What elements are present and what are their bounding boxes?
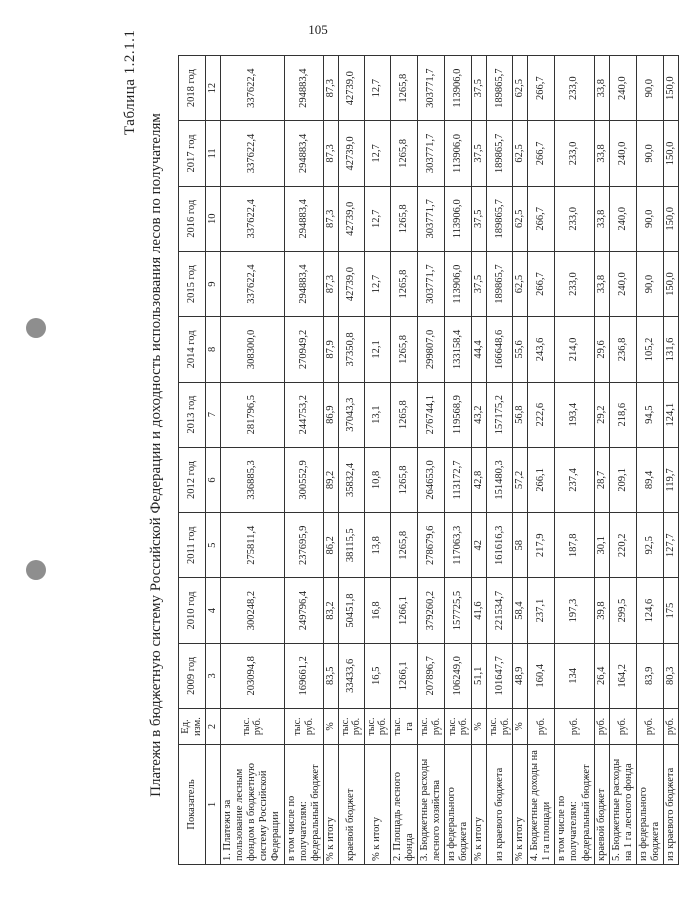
table-row	[513, 56, 528, 865]
table-cell: 117063,3	[445, 513, 472, 578]
table-cell: 299807,0	[417, 317, 444, 382]
table-cell: 131,6	[663, 317, 678, 382]
column-header: 2009 год	[179, 643, 206, 708]
table-row	[390, 56, 417, 865]
column-header: 2018 год	[179, 56, 206, 121]
table-cell: 214,0	[555, 317, 594, 382]
table-cell: 50451,8	[338, 578, 364, 643]
row-indicator: 2. Площадь лесного фонда	[390, 745, 417, 865]
table-cell: 44,4	[472, 317, 487, 382]
table-cell: 90,0	[636, 121, 663, 186]
table-cell: 151480,3	[487, 447, 513, 512]
table-cell: 266,7	[528, 251, 555, 316]
table-cell: 62,5	[513, 186, 528, 251]
table-cell: 29,2	[594, 382, 609, 447]
table-cell: 207896,7	[417, 643, 444, 708]
table-cell: 87,3	[323, 121, 338, 186]
row-indicator: 3. Бюджетные расходы лесного хозяйства	[417, 745, 444, 865]
table-label: Таблица 1.2.1.1	[122, 29, 138, 135]
table-cell: 157175,2	[487, 382, 513, 447]
table-cell: 1266,1	[390, 643, 417, 708]
table-cell: 37,5	[472, 251, 487, 316]
row-unit: руб.	[663, 709, 678, 745]
table-cell: 166648,6	[487, 317, 513, 382]
table-cell: 189865,7	[487, 251, 513, 316]
table-cell: 26,4	[594, 643, 609, 708]
table-cell: 299,5	[609, 578, 636, 643]
table-row	[472, 56, 487, 865]
table-cell: 303771,7	[417, 121, 444, 186]
table-cell: 80,3	[663, 643, 678, 708]
table-cell: 150,0	[663, 56, 678, 121]
table-cell: 124,6	[636, 578, 663, 643]
table-row	[364, 56, 390, 865]
table-cell: 244753,2	[284, 382, 323, 447]
table-cell: 275811,4	[221, 513, 284, 578]
table-row	[221, 56, 284, 865]
table-cell: 113906,0	[445, 251, 472, 316]
table-cell: 89,4	[636, 447, 663, 512]
table-cell: 233,0	[555, 186, 594, 251]
table-cell: 89,2	[323, 447, 338, 512]
table-caption: Платежи в бюджетную систему Российской Федерации и доходность использования лесов по получателям	[148, 113, 164, 797]
table-cell: 240,0	[609, 186, 636, 251]
table-cell: 233,0	[555, 121, 594, 186]
table-cell: 133158,4	[445, 317, 472, 382]
table-row	[528, 56, 555, 865]
column-header: 2017 год	[179, 121, 206, 186]
table-cell: 41,6	[472, 578, 487, 643]
table-cell: 106249,0	[445, 643, 472, 708]
table-cell: 56,8	[513, 382, 528, 447]
table-cell: 237,1	[528, 578, 555, 643]
table-cell: 1265,8	[390, 251, 417, 316]
table-row	[594, 56, 609, 865]
table-cell: 37,5	[472, 121, 487, 186]
table-row	[636, 56, 663, 865]
table-cell: 33,8	[594, 251, 609, 316]
column-header: 2015 год	[179, 251, 206, 316]
row-unit: тыс. руб.	[364, 709, 390, 745]
table-cell: 303771,7	[417, 56, 444, 121]
table-cell: 379260,2	[417, 578, 444, 643]
table-cell: 270949,2	[284, 317, 323, 382]
table-cell: 294883,4	[284, 121, 323, 186]
table-cell: 12,7	[364, 186, 390, 251]
row-indicator: % к итогу	[323, 745, 338, 865]
table-cell: 33,8	[594, 186, 609, 251]
table-cell: 218,6	[609, 382, 636, 447]
table-cell: 197,3	[555, 578, 594, 643]
table-row	[609, 56, 636, 865]
row-unit: тыс. руб.	[417, 709, 444, 745]
table-cell: 336885,3	[221, 447, 284, 512]
table-cell: 150,0	[663, 251, 678, 316]
table-cell: 1265,8	[390, 513, 417, 578]
table-cell: 42739,0	[338, 251, 364, 316]
table-cell: 92,5	[636, 513, 663, 578]
column-index: 4	[206, 578, 221, 643]
table-cell: 87,3	[323, 251, 338, 316]
table-cell: 233,0	[555, 251, 594, 316]
row-indicator: из федерального бюджета	[636, 745, 663, 865]
table-cell: 113906,0	[445, 56, 472, 121]
column-header: 2012 год	[179, 447, 206, 512]
table-cell: 30,1	[594, 513, 609, 578]
table-cell: 209,1	[609, 447, 636, 512]
table-row	[555, 56, 594, 865]
row-unit: тыс. руб.	[338, 709, 364, 745]
row-indicator: % к итогу	[513, 745, 528, 865]
table-cell: 33433,6	[338, 643, 364, 708]
table-cell: 13,1	[364, 382, 390, 447]
table-cell: 217,9	[528, 513, 555, 578]
table-cell: 240,0	[609, 56, 636, 121]
table-cell: 300552,9	[284, 447, 323, 512]
row-unit: руб.	[555, 709, 594, 745]
row-unit: %	[472, 709, 487, 745]
table-cell: 42739,0	[338, 121, 364, 186]
table-cell: 12,1	[364, 317, 390, 382]
table-cell: 157725,5	[445, 578, 472, 643]
table-cell: 90,0	[636, 251, 663, 316]
column-header: Ед. изм.	[179, 709, 206, 745]
table-cell: 87,9	[323, 317, 338, 382]
table-cell: 62,5	[513, 56, 528, 121]
column-index: 2	[206, 709, 221, 745]
table-cell: 266,7	[528, 121, 555, 186]
table-cell: 266,1	[528, 447, 555, 512]
table-cell: 303771,7	[417, 186, 444, 251]
row-unit: тыс. руб.	[445, 709, 472, 745]
table-cell: 37043,3	[338, 382, 364, 447]
row-indicator: из краевого бюджета	[663, 745, 678, 865]
table-cell: 37,5	[472, 186, 487, 251]
row-indicator: из федерального бюджета	[445, 745, 472, 865]
row-unit: %	[323, 709, 338, 745]
table-cell: 12,7	[364, 56, 390, 121]
column-index: 9	[206, 251, 221, 316]
page-number: 105	[308, 22, 328, 37]
column-index: 12	[206, 56, 221, 121]
table-row	[417, 56, 444, 865]
table-cell: 10,8	[364, 447, 390, 512]
table-cell: 281796,5	[221, 382, 284, 447]
table-cell: 160,4	[528, 643, 555, 708]
table-cell: 12,7	[364, 251, 390, 316]
table-row	[663, 56, 678, 865]
column-index: 10	[206, 186, 221, 251]
row-indicator: 5. Бюджетные расходы на 1 га лесного фонда	[609, 745, 636, 865]
table-cell: 1265,8	[390, 317, 417, 382]
table-cell: 164,2	[609, 643, 636, 708]
table-cell: 33,8	[594, 121, 609, 186]
row-unit: тыс. руб.	[487, 709, 513, 745]
table-cell: 134	[555, 643, 594, 708]
table-cell: 266,7	[528, 56, 555, 121]
table-cell: 83,9	[636, 643, 663, 708]
table-cell: 16,5	[364, 643, 390, 708]
row-unit: тыс. руб.	[284, 709, 323, 745]
column-index: 1	[206, 745, 221, 865]
column-index-row	[206, 56, 221, 865]
table-cell: 150,0	[663, 121, 678, 186]
table-cell: 35832,4	[338, 447, 364, 512]
table-cell: 37350,8	[338, 317, 364, 382]
table-cell: 94,5	[636, 382, 663, 447]
column-header: 2013 год	[179, 382, 206, 447]
table-cell: 1265,8	[390, 447, 417, 512]
table-cell: 169661,2	[284, 643, 323, 708]
column-header: 2014 год	[179, 317, 206, 382]
row-unit: руб.	[594, 709, 609, 745]
column-header: 2016 год	[179, 186, 206, 251]
table-cell: 337622,4	[221, 186, 284, 251]
table-cell: 337622,4	[221, 251, 284, 316]
table-cell: 233,0	[555, 56, 594, 121]
column-header: 2010 год	[179, 578, 206, 643]
table-cell: 1265,8	[390, 382, 417, 447]
table-cell: 42	[472, 513, 487, 578]
table-cell: 189865,7	[487, 186, 513, 251]
table-cell: 58	[513, 513, 528, 578]
table-cell: 1266,1	[390, 578, 417, 643]
row-unit: тыс. га	[390, 709, 417, 745]
column-index: 8	[206, 317, 221, 382]
table-cell: 29,6	[594, 317, 609, 382]
column-index: 6	[206, 447, 221, 512]
row-unit: руб.	[528, 709, 555, 745]
table-cell: 124,1	[663, 382, 678, 447]
table-cell: 33,8	[594, 56, 609, 121]
table-cell: 83,2	[323, 578, 338, 643]
table-cell: 221534,7	[487, 578, 513, 643]
table-cell: 12,7	[364, 121, 390, 186]
table-cell: 101647,7	[487, 643, 513, 708]
table-body	[221, 56, 679, 865]
table-cell: 249796,4	[284, 578, 323, 643]
row-indicator: в том числе по получателям: федеральный бюджет	[555, 745, 594, 865]
table-cell: 42739,0	[338, 56, 364, 121]
table-cell: 294883,4	[284, 186, 323, 251]
table-cell: 51,1	[472, 643, 487, 708]
table-cell: 193,4	[555, 382, 594, 447]
table-cell: 243,6	[528, 317, 555, 382]
table-cell: 86,2	[323, 513, 338, 578]
row-indicator: 4. Бюджетные доходы на 1 га площади	[528, 745, 555, 865]
table-row	[487, 56, 513, 865]
table-cell: 37,5	[472, 56, 487, 121]
table-cell: 42739,0	[338, 186, 364, 251]
table-cell: 1265,8	[390, 121, 417, 186]
table-cell: 62,5	[513, 121, 528, 186]
table-cell: 38115,5	[338, 513, 364, 578]
table-cell: 43,2	[472, 382, 487, 447]
table-cell: 300248,2	[221, 578, 284, 643]
table-cell: 236,8	[609, 317, 636, 382]
row-indicator: из краевого бюджета	[487, 745, 513, 865]
table-cell: 57,2	[513, 447, 528, 512]
table-cell: 264653,0	[417, 447, 444, 512]
table-row	[338, 56, 364, 865]
table-cell: 189865,7	[487, 56, 513, 121]
table-row	[284, 56, 323, 865]
table-cell: 48,9	[513, 643, 528, 708]
table-cell: 127,7	[663, 513, 678, 578]
table-header-row	[179, 56, 206, 865]
table-cell: 119,7	[663, 447, 678, 512]
row-unit: руб.	[609, 709, 636, 745]
table-cell: 276744,1	[417, 382, 444, 447]
column-header: 2011 год	[179, 513, 206, 578]
row-unit: руб.	[636, 709, 663, 745]
column-index: 3	[206, 643, 221, 708]
row-indicator: % к итогу	[364, 745, 390, 865]
row-indicator: в том числе по получателям: федеральный бюджет	[284, 745, 323, 865]
table-cell: 113906,0	[445, 186, 472, 251]
table-cell: 303771,7	[417, 251, 444, 316]
table-cell: 13,8	[364, 513, 390, 578]
column-index: 7	[206, 382, 221, 447]
table-cell: 58,4	[513, 578, 528, 643]
column-index: 11	[206, 121, 221, 186]
table-cell: 55,6	[513, 317, 528, 382]
row-indicator: % к итогу	[472, 745, 487, 865]
table-cell: 90,0	[636, 186, 663, 251]
table-cell: 113172,7	[445, 447, 472, 512]
table-cell: 42,8	[472, 447, 487, 512]
table-cell: 237,4	[555, 447, 594, 512]
table-row	[445, 56, 472, 865]
table-cell: 90,0	[636, 56, 663, 121]
table-cell: 294883,4	[284, 251, 323, 316]
table-cell: 150,0	[663, 186, 678, 251]
column-header: Показатель	[179, 745, 206, 865]
table-cell: 62,5	[513, 251, 528, 316]
table-cell: 119568,9	[445, 382, 472, 447]
table-cell: 105,2	[636, 317, 663, 382]
table-cell: 278679,6	[417, 513, 444, 578]
row-indicator: краевой бюджет	[338, 745, 364, 865]
row-unit: тыс. руб.	[221, 709, 284, 745]
table-cell: 39,8	[594, 578, 609, 643]
table-cell: 1265,8	[390, 56, 417, 121]
table-cell: 266,7	[528, 186, 555, 251]
row-indicator: краевой бюджет	[594, 745, 609, 865]
table-cell: 240,0	[609, 121, 636, 186]
table-cell: 294883,4	[284, 56, 323, 121]
table-cell: 308300,0	[221, 317, 284, 382]
payments-table	[178, 55, 679, 865]
table-cell: 203094,8	[221, 643, 284, 708]
table-cell: 337622,4	[221, 121, 284, 186]
table-cell: 83,5	[323, 643, 338, 708]
table-cell: 87,3	[323, 186, 338, 251]
table-cell: 187,8	[555, 513, 594, 578]
table-cell: 113906,0	[445, 121, 472, 186]
table-cell: 222,6	[528, 382, 555, 447]
table-cell: 28,7	[594, 447, 609, 512]
table-cell: 220,2	[609, 513, 636, 578]
row-unit: %	[513, 709, 528, 745]
table-cell: 86,9	[323, 382, 338, 447]
table-cell: 16,8	[364, 578, 390, 643]
table-cell: 189865,7	[487, 121, 513, 186]
row-indicator: 1. Платежи за пользование лесным фондом в бюджетную систему Российской Федерации	[221, 745, 284, 865]
table-cell: 161616,3	[487, 513, 513, 578]
table-row	[323, 56, 338, 865]
table-cell: 237695,9	[284, 513, 323, 578]
table-cell: 337622,4	[221, 56, 284, 121]
column-index: 5	[206, 513, 221, 578]
table-cell: 1265,8	[390, 186, 417, 251]
table-cell: 175	[663, 578, 678, 643]
table-cell: 87,3	[323, 56, 338, 121]
table-cell: 240,0	[609, 251, 636, 316]
